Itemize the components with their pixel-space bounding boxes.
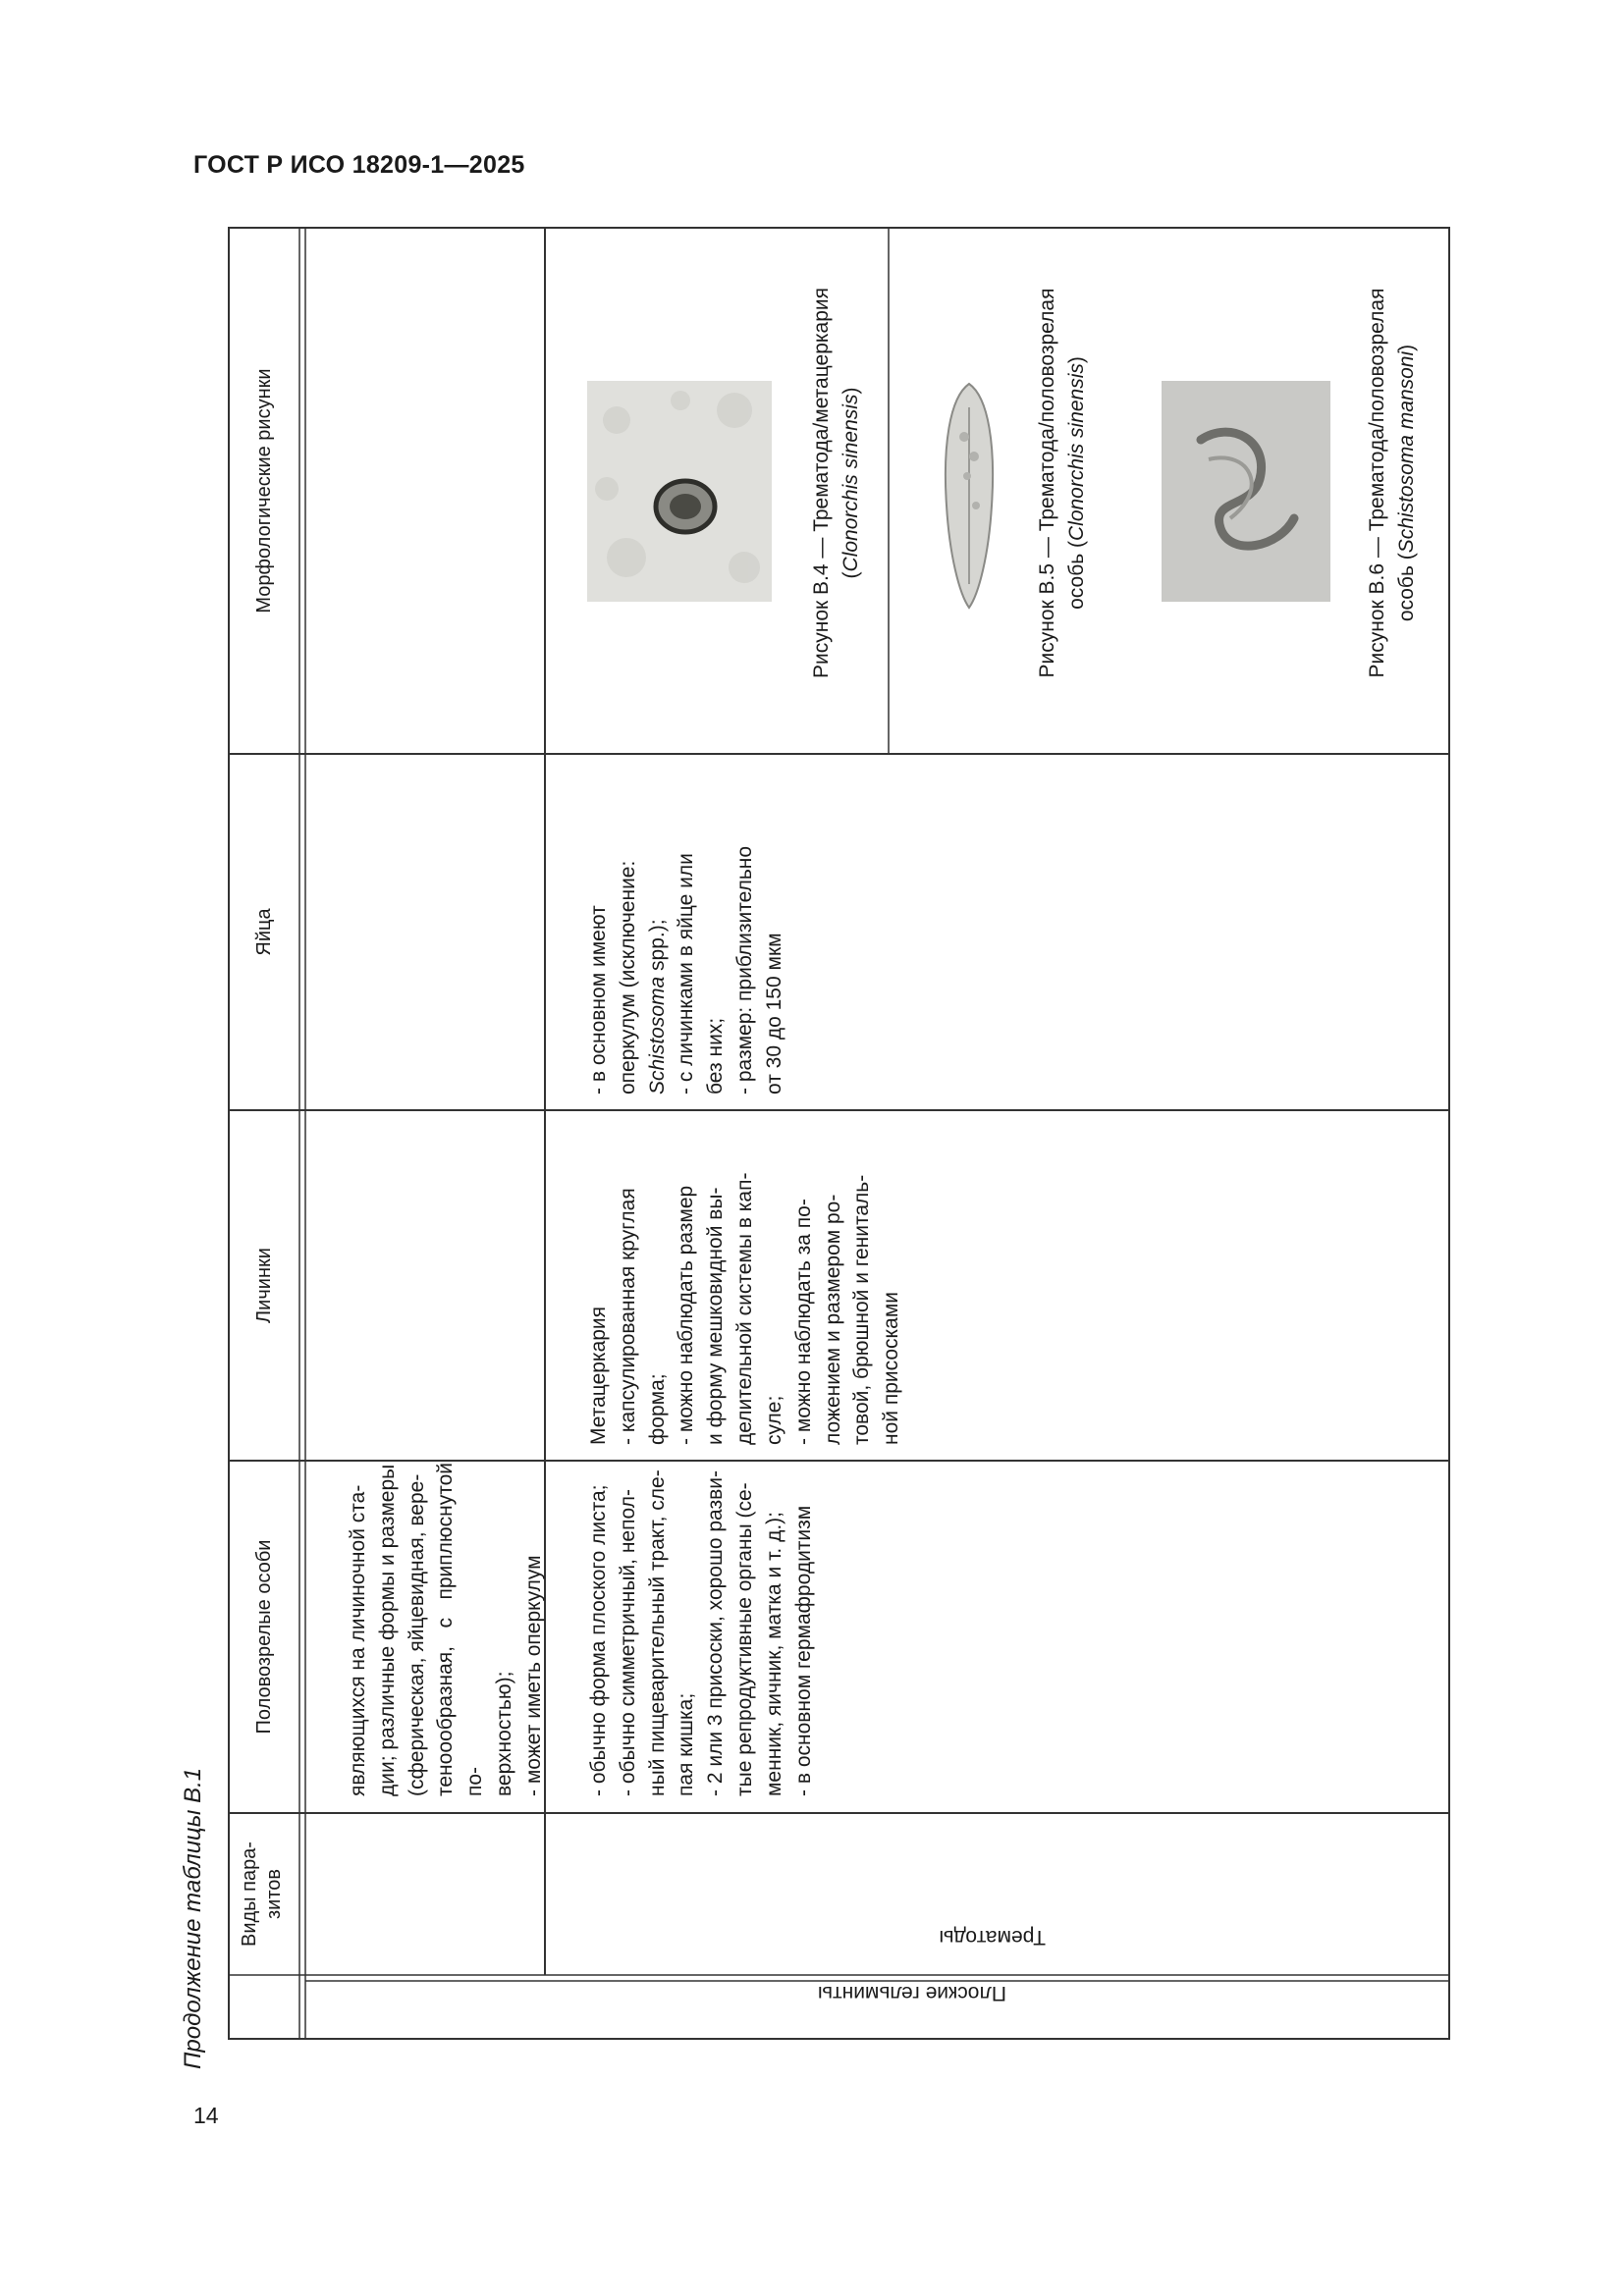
row2-larvae-text: Метацеркария - капсулированная круглая форма; - можно наблюдать размер и форму мешковидной вы- делительной системы в кап- суле; - можно наблюдать за по- ложением и размером ро- товой, брюшной и гениталь- ной присосками [587, 1172, 903, 1445]
document-header: ГОСТ Р ИСО 18209-1—2025 [193, 151, 525, 179]
subgroup-label-text: Трематоды [939, 1926, 1046, 1949]
page-number: 14 [193, 2103, 219, 2128]
schistosoma-adult-photo-icon [1162, 381, 1330, 602]
column-header-eggs: Яйца [253, 908, 275, 956]
table-continuation-caption: Продолжение таблицы В.1 [180, 1767, 206, 2069]
row2-eggs-text: - в основном имеют оперкулум (исключение: Schistosoma spp.); - с личинками в яйце или без них; - размер: приблизительно от 30 до 150 мкм [587, 845, 785, 1095]
column-header-adults: Половозрелые особи [253, 1539, 275, 1735]
column-header-species: Виды пара- зитов [239, 1842, 285, 1947]
figure-b6-caption: Рисунок В.6 — Трематода/половозрелая особь (Schistosoma mansoni) [1366, 288, 1418, 678]
subgroup-label-trematodes [939, 1925, 1046, 1949]
row2-adults-text: - обычно форма плоского листа; - обычно симметричный, непол- ный пищеварительный тракт, сле- пая кишка; - 2 или 3 присоски, хорошо разви- тые репродуктивные органы (се- менник, яичник, матка и т. д.); - в основном гермафродитизм [587, 1469, 815, 1796]
schistosoma-genus: Schistosoma [645, 976, 669, 1095]
figure-b4-caption: Рисунок В.4 — Трематода/метацеркария (Clonorchis sinensis) [810, 288, 862, 678]
column-header-figures: Морфологические рисунки [253, 368, 275, 614]
clonorchis-adult-photo-icon [935, 378, 1003, 614]
column-header-larvae: Личинки [253, 1248, 275, 1323]
metacercaria-photo-icon [587, 381, 772, 602]
figure-b5-caption: Рисунок В.5 — Трематода/половозрелая особь (Clonorchis sinensis) [1036, 288, 1088, 678]
row1-adults-text: являющихся на личиночной ста- дии; различные формы и размеры (сферическая, яйцевидная, вере- теноообразная, с приплюснутой по- верхностью); - может иметь оперкулум [347, 1463, 545, 1796]
group-label-text: Плоские гельминты [817, 1982, 1006, 2004]
